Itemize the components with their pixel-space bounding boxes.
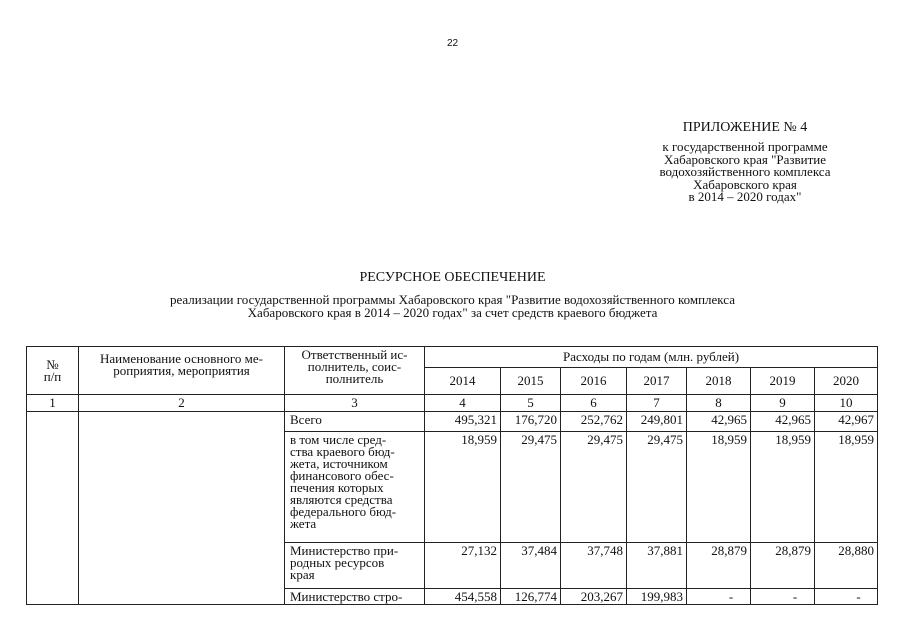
value-cell: 454,558	[425, 589, 501, 605]
value-cell: 27,132	[425, 543, 501, 589]
column-number: 6	[561, 395, 627, 412]
value-cell: 18,959	[815, 432, 878, 543]
executor-line: Всего	[290, 412, 322, 427]
year-header: 2020	[815, 368, 878, 395]
column-number: 9	[751, 395, 815, 412]
value-cell: 37,748	[561, 543, 627, 589]
value-cell: 42,965	[687, 412, 751, 432]
executor-line: в том числе сред-	[290, 432, 387, 447]
executor-line: жета, источником	[290, 456, 388, 471]
expenses-header: Расходы по годам (млн. рублей)	[425, 347, 878, 368]
value-cell: 252,762	[561, 412, 627, 432]
executor-line: федерального бюд-	[290, 504, 397, 519]
value-cell: 176,720	[501, 412, 561, 432]
year-header: 2014	[425, 368, 501, 395]
column-number-row	[27, 395, 878, 412]
executor-line: жета	[290, 516, 317, 531]
value-cell: 28,880	[815, 543, 878, 589]
value-cell: 199,983	[627, 589, 687, 605]
executor-line: Министерство при-	[290, 543, 399, 558]
appendix-line: в 2014 – 2020 годах"	[688, 189, 802, 204]
executor-cell	[285, 412, 425, 432]
executor-line: являются средства	[290, 492, 393, 507]
column-number: 3	[285, 395, 425, 412]
appendix-title: ПРИЛОЖЕНИЕ № 4	[682, 120, 808, 135]
column-number: 1	[27, 395, 79, 412]
executor-cell	[285, 543, 425, 589]
value-cell: 126,774	[501, 589, 561, 605]
value-cell: 18,959	[425, 432, 501, 543]
column-number: 7	[627, 395, 687, 412]
heading-line: реализации государственной программы Хабаровского края "Развитие водохозяйственного комплекса	[169, 292, 736, 307]
appendix-line: водохозяйственного комплекса	[659, 164, 831, 179]
executor-line: Министерство стро-	[290, 589, 403, 604]
row-number-cell	[27, 412, 79, 605]
executor-line: ства краевого бюд-	[290, 444, 395, 459]
value-cell: 18,959	[687, 432, 751, 543]
document-heading	[60, 270, 845, 319]
executor-line: финансового обес-	[290, 468, 394, 483]
page-number: 22	[446, 38, 459, 49]
row-name-cell	[79, 412, 285, 605]
value-cell: 29,475	[561, 432, 627, 543]
year-header: 2019	[751, 368, 815, 395]
resource-table	[26, 346, 878, 605]
value-cell: -	[751, 589, 815, 605]
value-cell: 495,321	[425, 412, 501, 432]
appendix-block	[620, 120, 870, 204]
executor-cell	[285, 432, 425, 543]
year-header: 2017	[627, 368, 687, 395]
col-number-header: № п/п	[27, 347, 79, 395]
table-header-row	[27, 347, 878, 368]
value-cell: 29,475	[501, 432, 561, 543]
year-header: 2015	[501, 368, 561, 395]
column-number: 4	[425, 395, 501, 412]
value-cell: 37,484	[501, 543, 561, 589]
executor-line: края	[290, 567, 315, 582]
heading-line: Хабаровского края в 2014 – 2020 годах" за счет средств краевого бюджета	[247, 305, 658, 320]
year-header: 2018	[687, 368, 751, 395]
value-cell: 203,267	[561, 589, 627, 605]
column-number: 8	[687, 395, 751, 412]
heading-title: РЕСУРСНОЕ ОБЕСПЕЧЕНИЕ	[359, 270, 546, 285]
column-number: 5	[501, 395, 561, 412]
executor-cell	[285, 589, 425, 605]
appendix-line: Хабаровского края	[693, 176, 797, 192]
value-cell: 42,967	[815, 412, 878, 432]
appendix-line: к государственной программе	[662, 139, 828, 154]
value-cell: -	[687, 589, 751, 605]
column-number: 10	[815, 395, 878, 412]
executor-line: родных ресурсов	[290, 555, 385, 570]
executor-line: печения которых	[290, 480, 384, 495]
value-cell: 28,879	[687, 543, 751, 589]
value-cell: 28,879	[751, 543, 815, 589]
value-cell: 18,959	[751, 432, 815, 543]
value-cell: 37,881	[627, 543, 687, 589]
year-header: 2016	[561, 368, 627, 395]
col-name-header: Наименование основного ме- роприятия, мероприятия	[79, 347, 285, 395]
value-cell: 29,475	[627, 432, 687, 543]
appendix-line: Хабаровского края "Развитие	[663, 151, 827, 167]
value-cell: 249,801	[627, 412, 687, 432]
value-cell: 42,965	[751, 412, 815, 432]
table-row	[27, 412, 878, 432]
value-cell: -	[815, 589, 878, 605]
column-number: 2	[79, 395, 285, 412]
col-executor-header: Ответственный ис- полнитель, соис- полнитель	[285, 347, 425, 395]
